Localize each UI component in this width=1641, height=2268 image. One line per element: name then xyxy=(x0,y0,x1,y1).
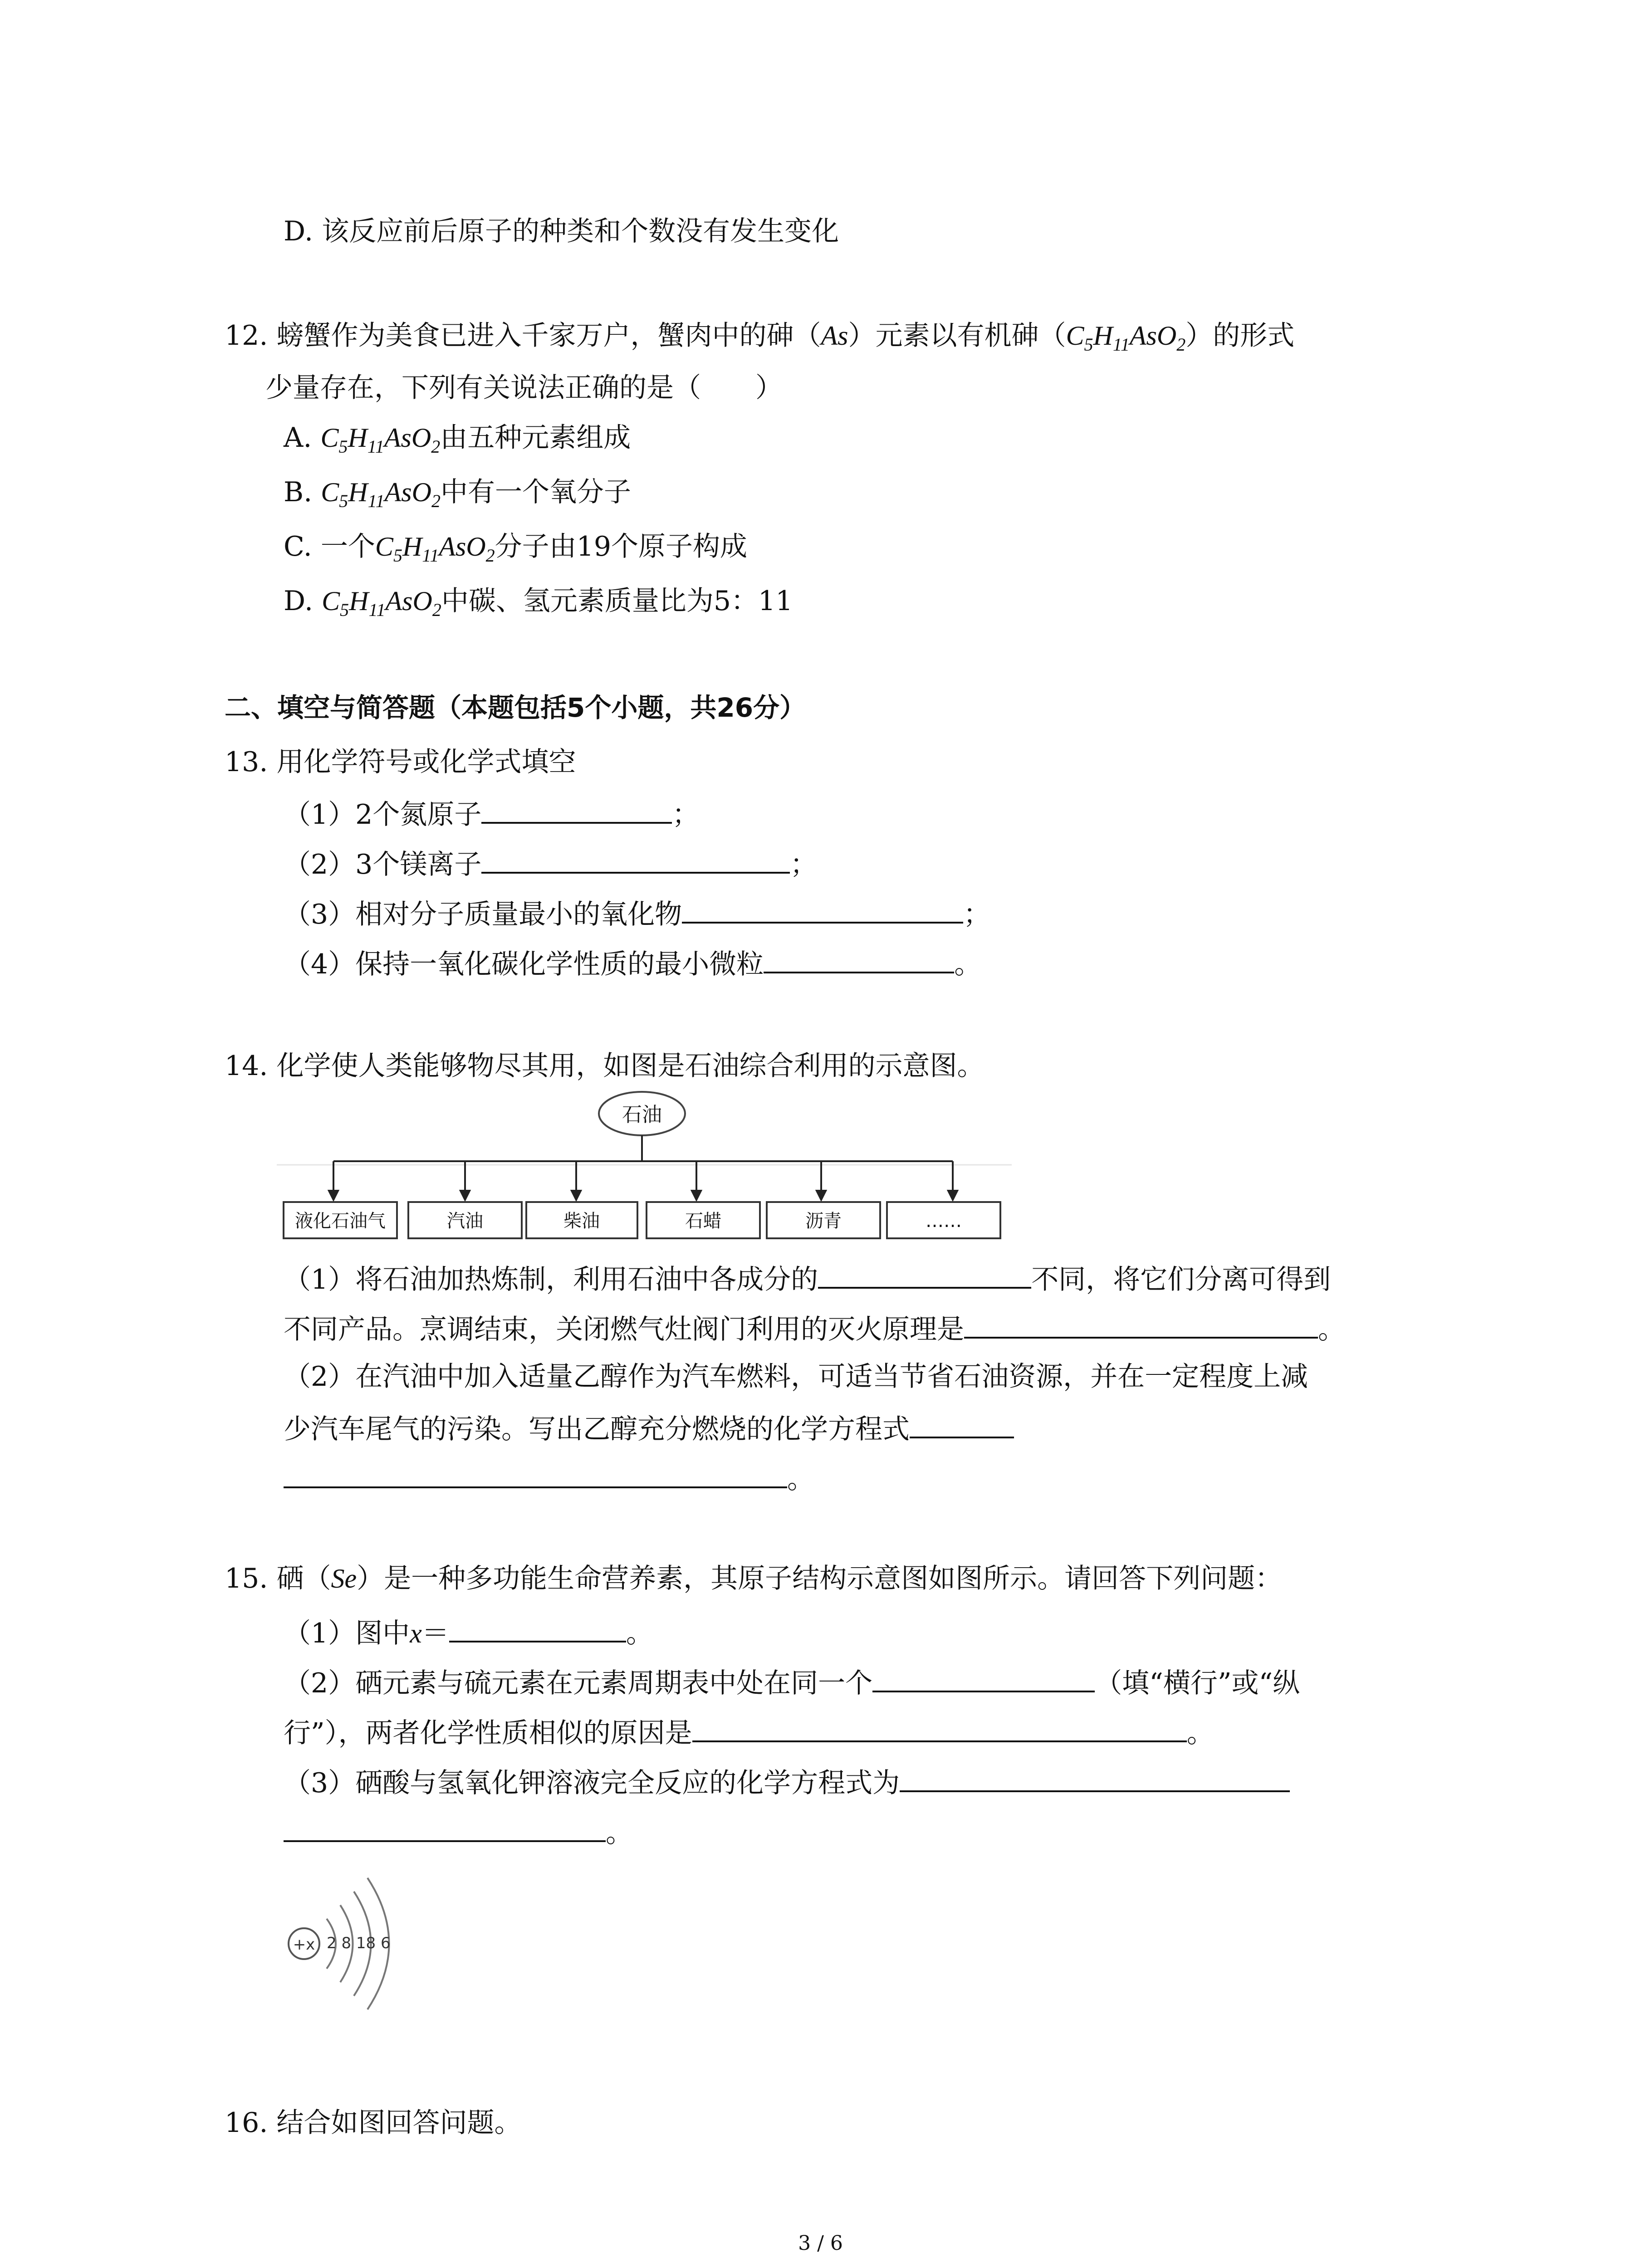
q15-blank-4a[interactable] xyxy=(900,1762,1290,1792)
diagram-product-label: 石蜡 xyxy=(685,1211,721,1232)
q13-blank-3[interactable] xyxy=(682,894,963,924)
diagram-product-label: 柴油 xyxy=(563,1211,600,1232)
q13-blank-1[interactable] xyxy=(481,794,672,824)
q16-stem: 16. 结合如图回答问题。 xyxy=(225,2107,522,2139)
q12-stem: 12. 螃蟹作为美食已进入千家万户，蟹肉中的砷（As）元素以有机砷$(C_5H_{11}AsO_2)$的形式 xyxy=(225,320,1295,355)
q15-part-3-line1: （3）硒酸与氢氧化钾溶液完全反应的化学方程式为 xyxy=(284,1762,1290,1801)
q13-part-3: （3）相对分子质量最小的氧化物 ； xyxy=(284,894,990,933)
section-2-heading: 二、填空与简答题（本题包括5个小题，共26分） xyxy=(225,692,806,723)
page-number: 3 / 6 xyxy=(798,2232,843,2255)
q15-stem: 15. 硒（Se）是一种多功能生命营养素，其原子结构示意图如图所示。请回答下列问题： xyxy=(225,1563,1283,1594)
diagram-product-label: 汽油 xyxy=(447,1211,483,1232)
q14-blank-1[interactable] xyxy=(818,1259,1031,1289)
q14-part-2-line2: 少汽车尾气的污染。写出乙醇充分燃烧的化学方程式 xyxy=(284,1408,1014,1447)
q12-option-d: D. $C_5H_{11}AsO_2$中碳、氢元素质量比为5：11 xyxy=(284,585,793,620)
diagram-root-label: 石油 xyxy=(622,1103,662,1126)
q15-part-2-line2: 行”），两者化学性质相似的原因是 。 xyxy=(284,1712,1214,1751)
atom-nucleus-label: +x xyxy=(293,1936,315,1954)
q14-part-2-line1: （2）在汽油中加入适量乙醇作为汽车燃料，可适当节省石油资源，并在一定程度上减 xyxy=(284,1361,1308,1393)
petroleum-diagram xyxy=(277,1089,1012,1252)
q14-blank-3b[interactable] xyxy=(284,1458,787,1488)
diagram-product-label: 液化石油气 xyxy=(295,1211,386,1232)
selenium-atom-diagram xyxy=(277,1860,422,2028)
q14-blank-3a[interactable] xyxy=(910,1408,1014,1438)
diagram-product-label: …… xyxy=(926,1211,962,1232)
q14-part-1-line2: 不同产品。烹调结束，关闭燃气灶阀门利用的灭火原理是 。 xyxy=(284,1309,1345,1348)
q13-blank-2[interactable] xyxy=(481,844,790,874)
q15-part-3-line2: 。 xyxy=(284,1812,633,1851)
q15-blank-1[interactable] xyxy=(449,1613,626,1642)
q12-stem-line2: 少量存在，下列有关说法正确的是（ ） xyxy=(265,372,783,404)
q12-option-c: C. 一个$C_5H_{11}AsO_2$分子由19个原子构成 xyxy=(284,531,748,566)
q13-part-2: （2）3个镁离子 ； xyxy=(284,844,817,883)
q15-blank-2[interactable] xyxy=(872,1662,1095,1692)
atom-shell-electrons: 2 8 18 6 xyxy=(327,1934,391,1952)
q13-blank-4[interactable] xyxy=(764,943,954,973)
diagram-product-label: 沥青 xyxy=(805,1211,842,1232)
q14-part-1-line1: （1）将石油加热炼制，利用石油中各成分的 不同，将它们分离可得到 xyxy=(284,1259,1331,1298)
q12-formula: $C_5H_{11}AsO_2$ xyxy=(1066,321,1186,355)
q12-option-a: A. $C_5H_{11}AsO_2$由五种元素组成 xyxy=(284,422,631,457)
q13-stem: 13. 用化学符号或化学式填空 xyxy=(225,746,576,778)
q14-blank-2[interactable] xyxy=(964,1309,1318,1339)
q15-blank-4b[interactable] xyxy=(284,1812,606,1842)
diagram-arrows xyxy=(329,1161,957,1200)
q15-part-2-line1: （2）硒元素与硫元素在元素周期表中处在同一个 （填“横行”或“纵 xyxy=(284,1662,1300,1701)
q11-option-d: D. 该反应前后原子的种类和个数没有发生变化 xyxy=(284,215,839,247)
q13-part-1: （1）2个氮原子 ； xyxy=(284,794,699,833)
q15-part-1: （1）图中x＝ 。 xyxy=(284,1613,653,1652)
q15-blank-3[interactable] xyxy=(692,1712,1187,1742)
q14-part-2-line3: 。 xyxy=(284,1458,814,1497)
q13-part-4: （4）保持一氧化碳化学性质的最小微粒 。 xyxy=(284,943,981,982)
q14-stem: 14. 化学使人类能够物尽其用，如图是石油综合利用的示意图。 xyxy=(225,1050,985,1082)
q12-option-b: B. $C_5H_{11}AsO_2$中有一个氧分子 xyxy=(284,476,631,511)
